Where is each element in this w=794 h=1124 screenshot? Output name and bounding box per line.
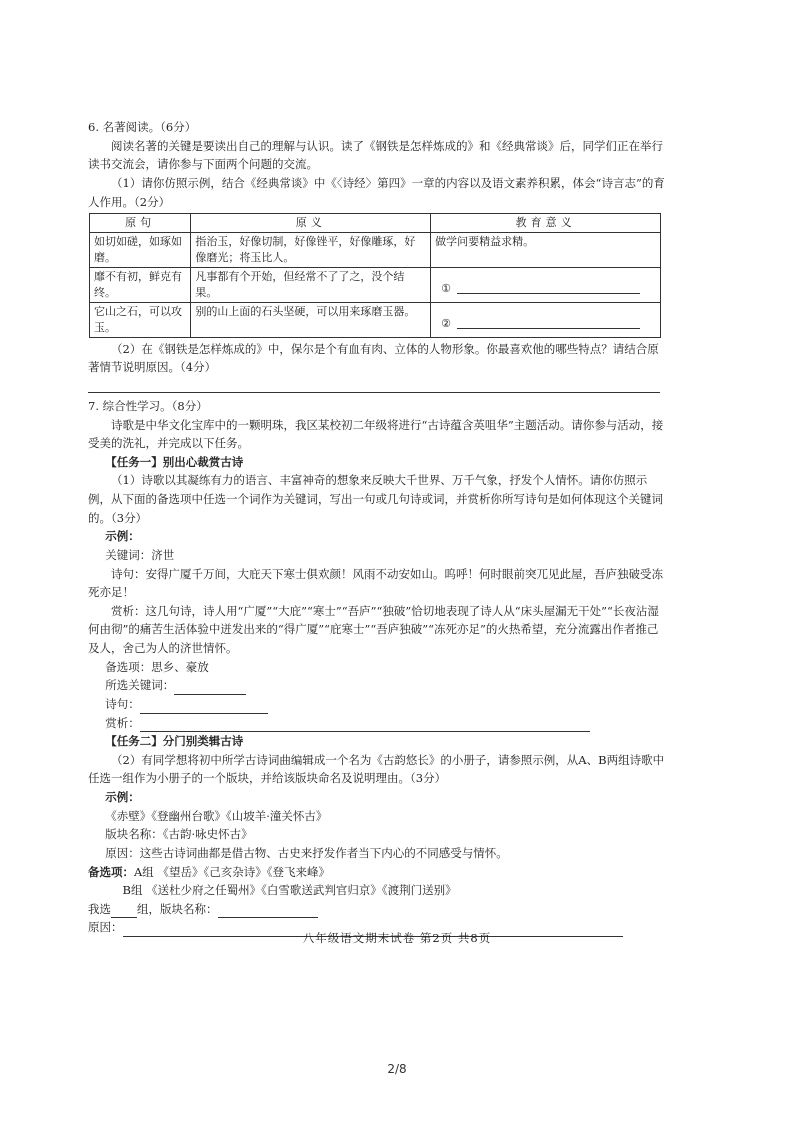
group-b: B组 《送杜少府之任蜀州》《白雪歌送武判官归京》《渡荆门送别》: [122, 883, 457, 898]
example-label: 示例：: [105, 529, 140, 544]
table-cell: 靡不有初，鲜克有终。: [90, 267, 191, 302]
poetry-education-table: [89, 213, 661, 338]
example-poems: 《赤壁》《登幽州台歌》《山坡羊·潼关怀古》: [105, 808, 328, 823]
exam-page-content: [88, 118, 668, 937]
options-label: 备选项：: [88, 864, 134, 879]
page-indicator: 2/8: [387, 1062, 407, 1076]
task1-question: （1）诗歌以其凝练有力的语言、丰富神奇的想象来反映大千世界、万千气象，抒发个人情怀。请你仿照示例，从下面的备选项中任选一个词作为关键词，写出一句或几句诗或词，并赏析你所写诗句是如何体现这个关键词的。（3分）: [88, 473, 663, 525]
task1-title: 【任务一】别出心裁赏古诗: [105, 454, 244, 469]
table-row: [90, 233, 661, 268]
options-line: 备选项：思乡、豪放: [105, 659, 209, 674]
table-cell: 做学问要精益求精。: [431, 233, 661, 268]
group-choice-blank[interactable]: [111, 905, 137, 918]
appreciation-blank[interactable]: [140, 719, 590, 732]
header-original-meaning: 原义: [191, 214, 431, 233]
verse-row: [88, 695, 668, 714]
page-footer: 八年级语文期末试卷 第2页 共8页: [302, 931, 492, 945]
answer-cell-2[interactable]: [431, 302, 661, 337]
table-cell: 别的山上面的石头坚硬，可以用来琢磨玉器。: [191, 302, 431, 337]
q6-part1: （1）请你仿照示例，结合《经典常谈》中《〈诗经〉第四》一章的内容以及语文素养积累，体会“诗言志”的育人作用。（2分）: [88, 175, 665, 209]
answer-line[interactable]: [88, 380, 660, 393]
choose-prefix: 我选: [88, 901, 111, 916]
table-cell: 它山之石，可以攻玉。: [90, 302, 191, 337]
table-row: [90, 267, 661, 302]
chosen-keyword-label: 所选关键词：: [105, 678, 175, 693]
q7-intro: 诗歌是中华文化宝库中的一颗明珠，我区某校初二年级将进行“古诗蕴含英咀华”主题活动。请你参与活动，接受美的洗礼，并完成以下任务。: [88, 417, 664, 451]
choose-mid: 组，版块名称：: [137, 901, 218, 916]
header-original-line: 原句: [90, 214, 191, 233]
appreciation-row: [88, 714, 668, 733]
q6-intro: 阅读名著的关键是要读出自己的理解与认识。读了《钢铁是怎样炼成的》和《经典常谈》后，同学们正在举行读书交流会，请你参与下面两个问题的交流。: [88, 138, 663, 172]
reason-label: 原因：: [88, 920, 123, 935]
choose-row: [88, 900, 668, 919]
example-reason: 原因：这些古诗词曲都是借古物、古史来抒发作者当下内心的不同感受与情怀。: [105, 845, 508, 860]
answer-cell-1[interactable]: [431, 267, 661, 302]
chosen-keyword-row: [88, 676, 668, 695]
circle-number-1: ①: [441, 281, 452, 295]
keyword-blank[interactable]: [174, 682, 246, 695]
example-label-2: 示例：: [105, 790, 140, 805]
table-cell: 指治玉，好像切制，好像锉平，好像雕琢，好像磨光；将玉比人。: [191, 233, 431, 268]
example-poem: 诗句：安得广厦千万间，大庇天下寒士俱欢颜！风雨不动安如山。呜呼！何时眼前突兀见此屋，吾庐独破受冻死亦足！: [88, 566, 663, 600]
verse-blank[interactable]: [140, 701, 268, 714]
table-header-row: [90, 214, 661, 233]
task2-question: （2）有同学想将初中所学古诗词曲编辑成一个名为《古韵悠长》的小册子，请参照示例，从A、B两组诗歌中任选一组作为小册子的一个版块，并给该版块命名及说明理由。（3分）: [88, 752, 665, 786]
appreciation-label: 赏析：: [105, 715, 140, 730]
circle-number-2: ②: [441, 316, 452, 330]
example-section-name: 版块名称：《古韵·咏史怀古》: [105, 827, 253, 842]
group-a: A组 《望岳》《己亥杂诗》《登飞来峰》: [134, 864, 330, 879]
table-row: [90, 302, 661, 337]
q6-heading: 6. 名著阅读。（6分）: [88, 120, 197, 134]
table-cell: 凡事都有个开始，但经常不了了之，没个结果。: [191, 267, 431, 302]
header-educational-meaning: 教育意义: [431, 214, 661, 233]
keyword-line: 关键词：济世: [105, 547, 175, 562]
table-cell: 如切如磋，如琢如磨。: [90, 233, 191, 268]
example-appreciation: 赏析：这几句诗，诗人用“广厦”“大庇”“寒士”“吾庐”“独破”恰切地表现了诗人从“床头屋漏无干处”“长夜沾湿何由彻”的痛苦生活体验中迸发出来的“得广厦”“庇寒士”“吾庐独破”“冻死亦足”的火热希望，充分流露出作者推己及人，舍己为人的济世情怀。: [88, 603, 659, 656]
task2-title: 【任务二】分门别类辑古诗: [105, 734, 244, 749]
verse-label: 诗句：: [105, 696, 140, 711]
q6-part2: （2）在《钢铁是怎样炼成的》中，保尔是个有血有肉、立体的人物形象。你最喜欢他的哪些特点？请结合原著情节说明原因。（4分）: [88, 341, 659, 375]
group-a-row: [88, 863, 668, 882]
section-name-blank[interactable]: [218, 905, 318, 918]
q7-heading: 7. 综合性学习。（8分）: [88, 398, 208, 413]
